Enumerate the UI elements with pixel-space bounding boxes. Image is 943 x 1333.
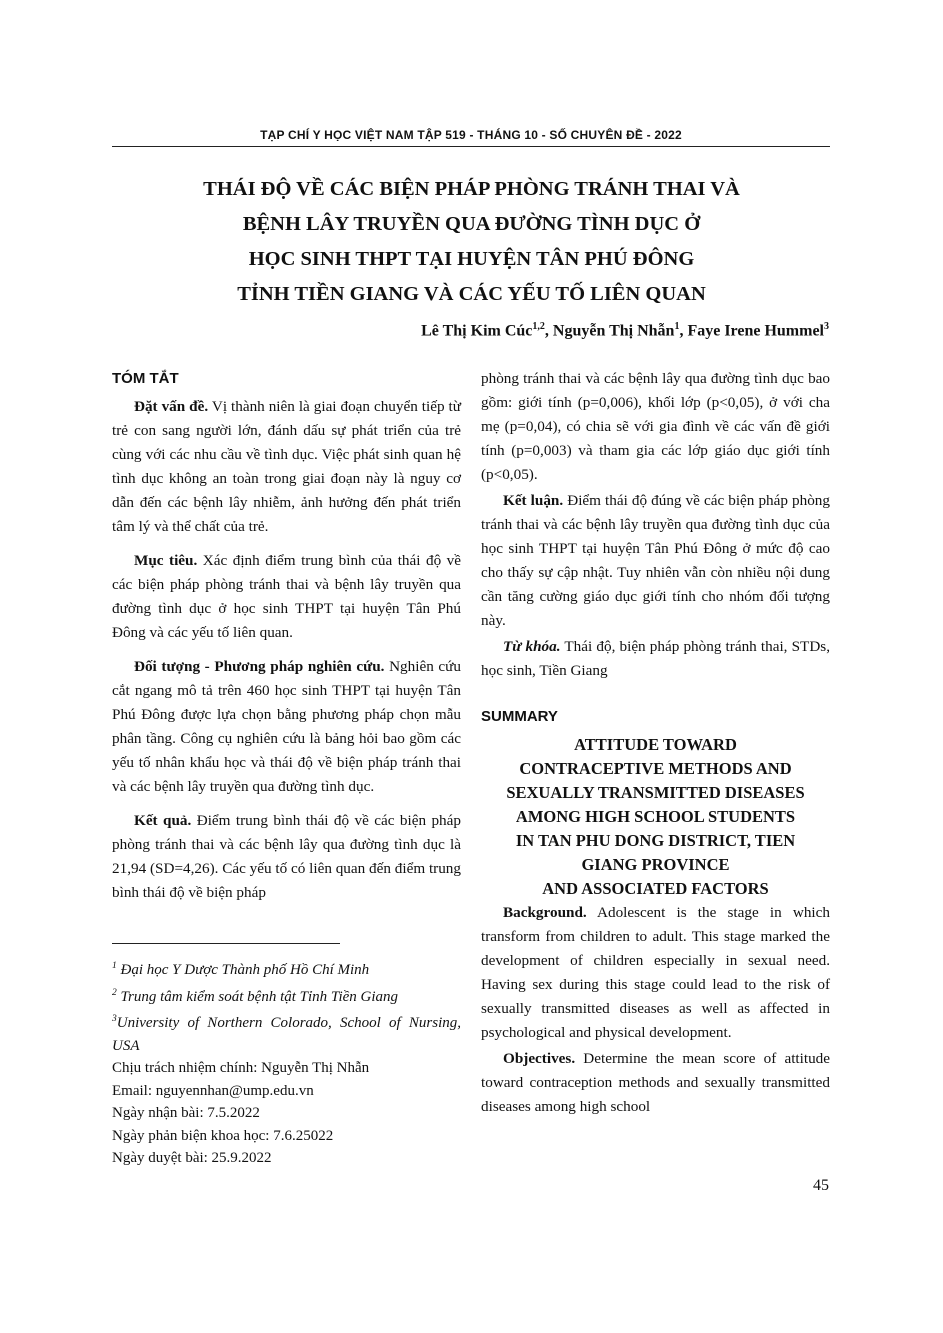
date-received: Ngày nhận bài: 7.5.2022: [112, 1105, 260, 1121]
author-name: Lê Thị Kim Cúc: [421, 322, 533, 340]
background-text: Vị thành niên là giai đoạn chuyển tiếp từ trẻ con sang người lớn, đánh dấu sự phát triển của trẻ cùng với các nhu cầu về tình dục. Việc phát sinh quan hệ tình dục không an toàn trong giai đoạn này là nguy cơ dẫn đến các bệnh lây nhiễm, ảnh hưởng đến phát triển tâm lý và thể chất của trẻ.: [112, 398, 461, 535]
keywords-label: Từ khóa.: [503, 638, 561, 655]
footnote-affiliation: [112, 982, 461, 1009]
date-accepted: Ngày duyệt bài: 25.9.2022: [112, 1150, 272, 1166]
footnotes: [112, 955, 461, 1170]
date-reviewed: Ngày phản biện khoa học: 7.6.25022: [112, 1127, 334, 1144]
results-label: Kết quả.: [134, 812, 192, 829]
conclusion-label: Kết luận.: [503, 492, 564, 509]
author-list: [421, 321, 829, 340]
abstract-keywords: [481, 635, 830, 683]
footnote-affiliation: [112, 955, 461, 982]
author-name: Faye Irene Hummel: [687, 322, 824, 340]
objectives-text-en: Determine the mean score of attitude toward contraception methods and sexually transmitted diseases among high school: [481, 1050, 830, 1115]
conclusion-text: Điểm thái độ đúng về các biện pháp phòng tránh thai và các bệnh lây truyền qua đường tình dục của học sinh THPT tại huyện Tân Phú Đông ở mức độ cao cho thấy sự cập nhật. Tuy nhiên vẫn còn nhiều nội dung cần tăng cường giáo dục giới tính cho nhóm đối tượng này.: [481, 492, 830, 629]
footnote-affiliation: [112, 1008, 461, 1057]
author-affiliation-mark: 3: [824, 321, 829, 332]
title-line: HỌC SINH THPT TẠI HUYỆN TÂN PHÚ ĐÔNG: [248, 248, 695, 270]
footnote-rule: [112, 943, 340, 944]
english-title-line: SEXUALLY TRANSMITTED DISEASES: [506, 783, 805, 802]
objective-text: Xác định điểm trung bình của thái độ về các biện pháp phòng tránh thai và bệnh lây truyền qua đường tình dục ở học sinh THPT tại huyện Tân Phú Đông và các yếu tố liên quan.: [112, 552, 461, 641]
left-column: [112, 367, 461, 905]
author-affiliation-mark: 1: [674, 321, 680, 332]
abstract-methods: [112, 655, 461, 799]
title-line: BỆNH LÂY TRUYỀN QUA ĐƯỜNG TÌNH DỤC Ở: [242, 213, 701, 235]
english-title-line: AMONG HIGH SCHOOL STUDENTS: [515, 807, 796, 826]
methods-label: Đối tượng - Phương pháp nghiên cứu.: [134, 658, 385, 675]
footnote-text: University of Northern Colorado, School of Nursing, USA: [112, 1015, 461, 1054]
objective-label: Mục tiêu.: [134, 552, 198, 569]
author-affiliation-mark: 1,2: [532, 321, 545, 332]
title-line: TỈNH TIỀN GIANG VÀ CÁC YẾU TỐ LIÊN QUAN: [237, 283, 706, 305]
methods-text: Nghiên cứu cắt ngang mô tả trên 460 học sinh THPT tại huyện Tân Phú Đông được lựa chọn bằng phương pháp chọn mẫu phân tầng. Công cụ nghiên cứu là bảng hỏi bao gồm các yếu tố nhân khẩu học và thái độ về biện pháp tránh thai và các bệnh lây truyền qua đường tình dục.: [112, 658, 461, 795]
english-title-line: GIANG PROVINCE: [581, 855, 730, 874]
abstract-results: [112, 809, 461, 905]
background-label: Đặt vấn đề.: [134, 398, 209, 415]
author-separator: ,: [679, 322, 688, 340]
summary-background: [481, 901, 830, 1045]
footnote-mark: 3: [112, 1014, 117, 1024]
abstract-conclusion: [481, 489, 830, 633]
background-label-en: Background.: [503, 904, 587, 921]
article-title: [120, 172, 823, 312]
abstract-results-continued: phòng tránh thai và các bệnh lây qua đường tình dục bao gồm: giới tính (p=0,006), khối lớp (p<0,05), ở với cha mẹ (p=0,04), có chia sẽ với gia đình về các vấn đề giới tính (p=0,003) và tham gia các lớp giáo dục giới tính (p<0,05).: [481, 370, 830, 483]
keywords-text: Thái độ, biện pháp phòng tránh thai, STDs, học sinh, Tiền Giang: [481, 638, 830, 679]
author-name: Nguyễn Thị Nhẫn: [552, 322, 675, 340]
objectives-label-en: Objectives.: [503, 1050, 576, 1067]
abstract-heading: TÓM TẮT: [112, 370, 179, 387]
right-column: [481, 367, 830, 1119]
summary-objectives: [481, 1047, 830, 1119]
english-title-line: AND ASSOCIATED FACTORS: [542, 879, 769, 898]
background-text-en: Adolescent is the stage in which transform from children to adult. This stage marked the development of children especially in sexual need. Having sex during this stage could lead to the risk of sexually transmitted diseases as well as affected in psychological and physical development.: [481, 904, 830, 1041]
summary-heading: SUMMARY: [481, 708, 558, 725]
title-line: THÁI ĐỘ VỀ CÁC BIỆN PHÁP PHÒNG TRÁNH THAI VÀ: [203, 178, 740, 200]
abstract-background: [112, 395, 461, 539]
english-title: [481, 733, 830, 901]
english-title-line: ATTITUDE TOWARD: [574, 735, 737, 754]
page-number: 45: [813, 1177, 829, 1194]
abstract-objective: [112, 549, 461, 645]
footnote-text: Đại học Y Dược Thành phố Hồ Chí Minh: [116, 962, 370, 978]
footnote-mark: 2: [112, 987, 117, 998]
header-rule: [112, 146, 830, 147]
english-title-line: CONTRACEPTIVE METHODS AND: [519, 759, 792, 778]
corresponding-author: Chịu trách nhiệm chính: Nguyễn Thị Nhẫn: [112, 1060, 370, 1076]
author-separator: ,: [544, 322, 553, 340]
contact-email[interactable]: Email: nguyennhan@ump.edu.vn: [112, 1082, 314, 1099]
results-text: Điểm trung bình thái độ về các biện pháp phòng tránh thai và các bệnh lây qua đường tình dục là 21,94 (SD=4,26). Các yếu tố có liên quan đến điểm trung bình thái độ về biện pháp: [112, 812, 461, 901]
english-title-line: IN TAN PHU DONG DISTRICT, TIEN: [515, 831, 796, 850]
footnote-mark: 1: [112, 961, 117, 971]
footnote-text: Trung tâm kiểm soát bệnh tật Tỉnh Tiền Giang: [116, 988, 399, 1005]
running-head: TẠP CHÍ Y HỌC VIỆT NAM TẬP 519 - THÁNG 10 - SỐ CHUYÊN ĐỀ - 2022: [260, 128, 682, 142]
